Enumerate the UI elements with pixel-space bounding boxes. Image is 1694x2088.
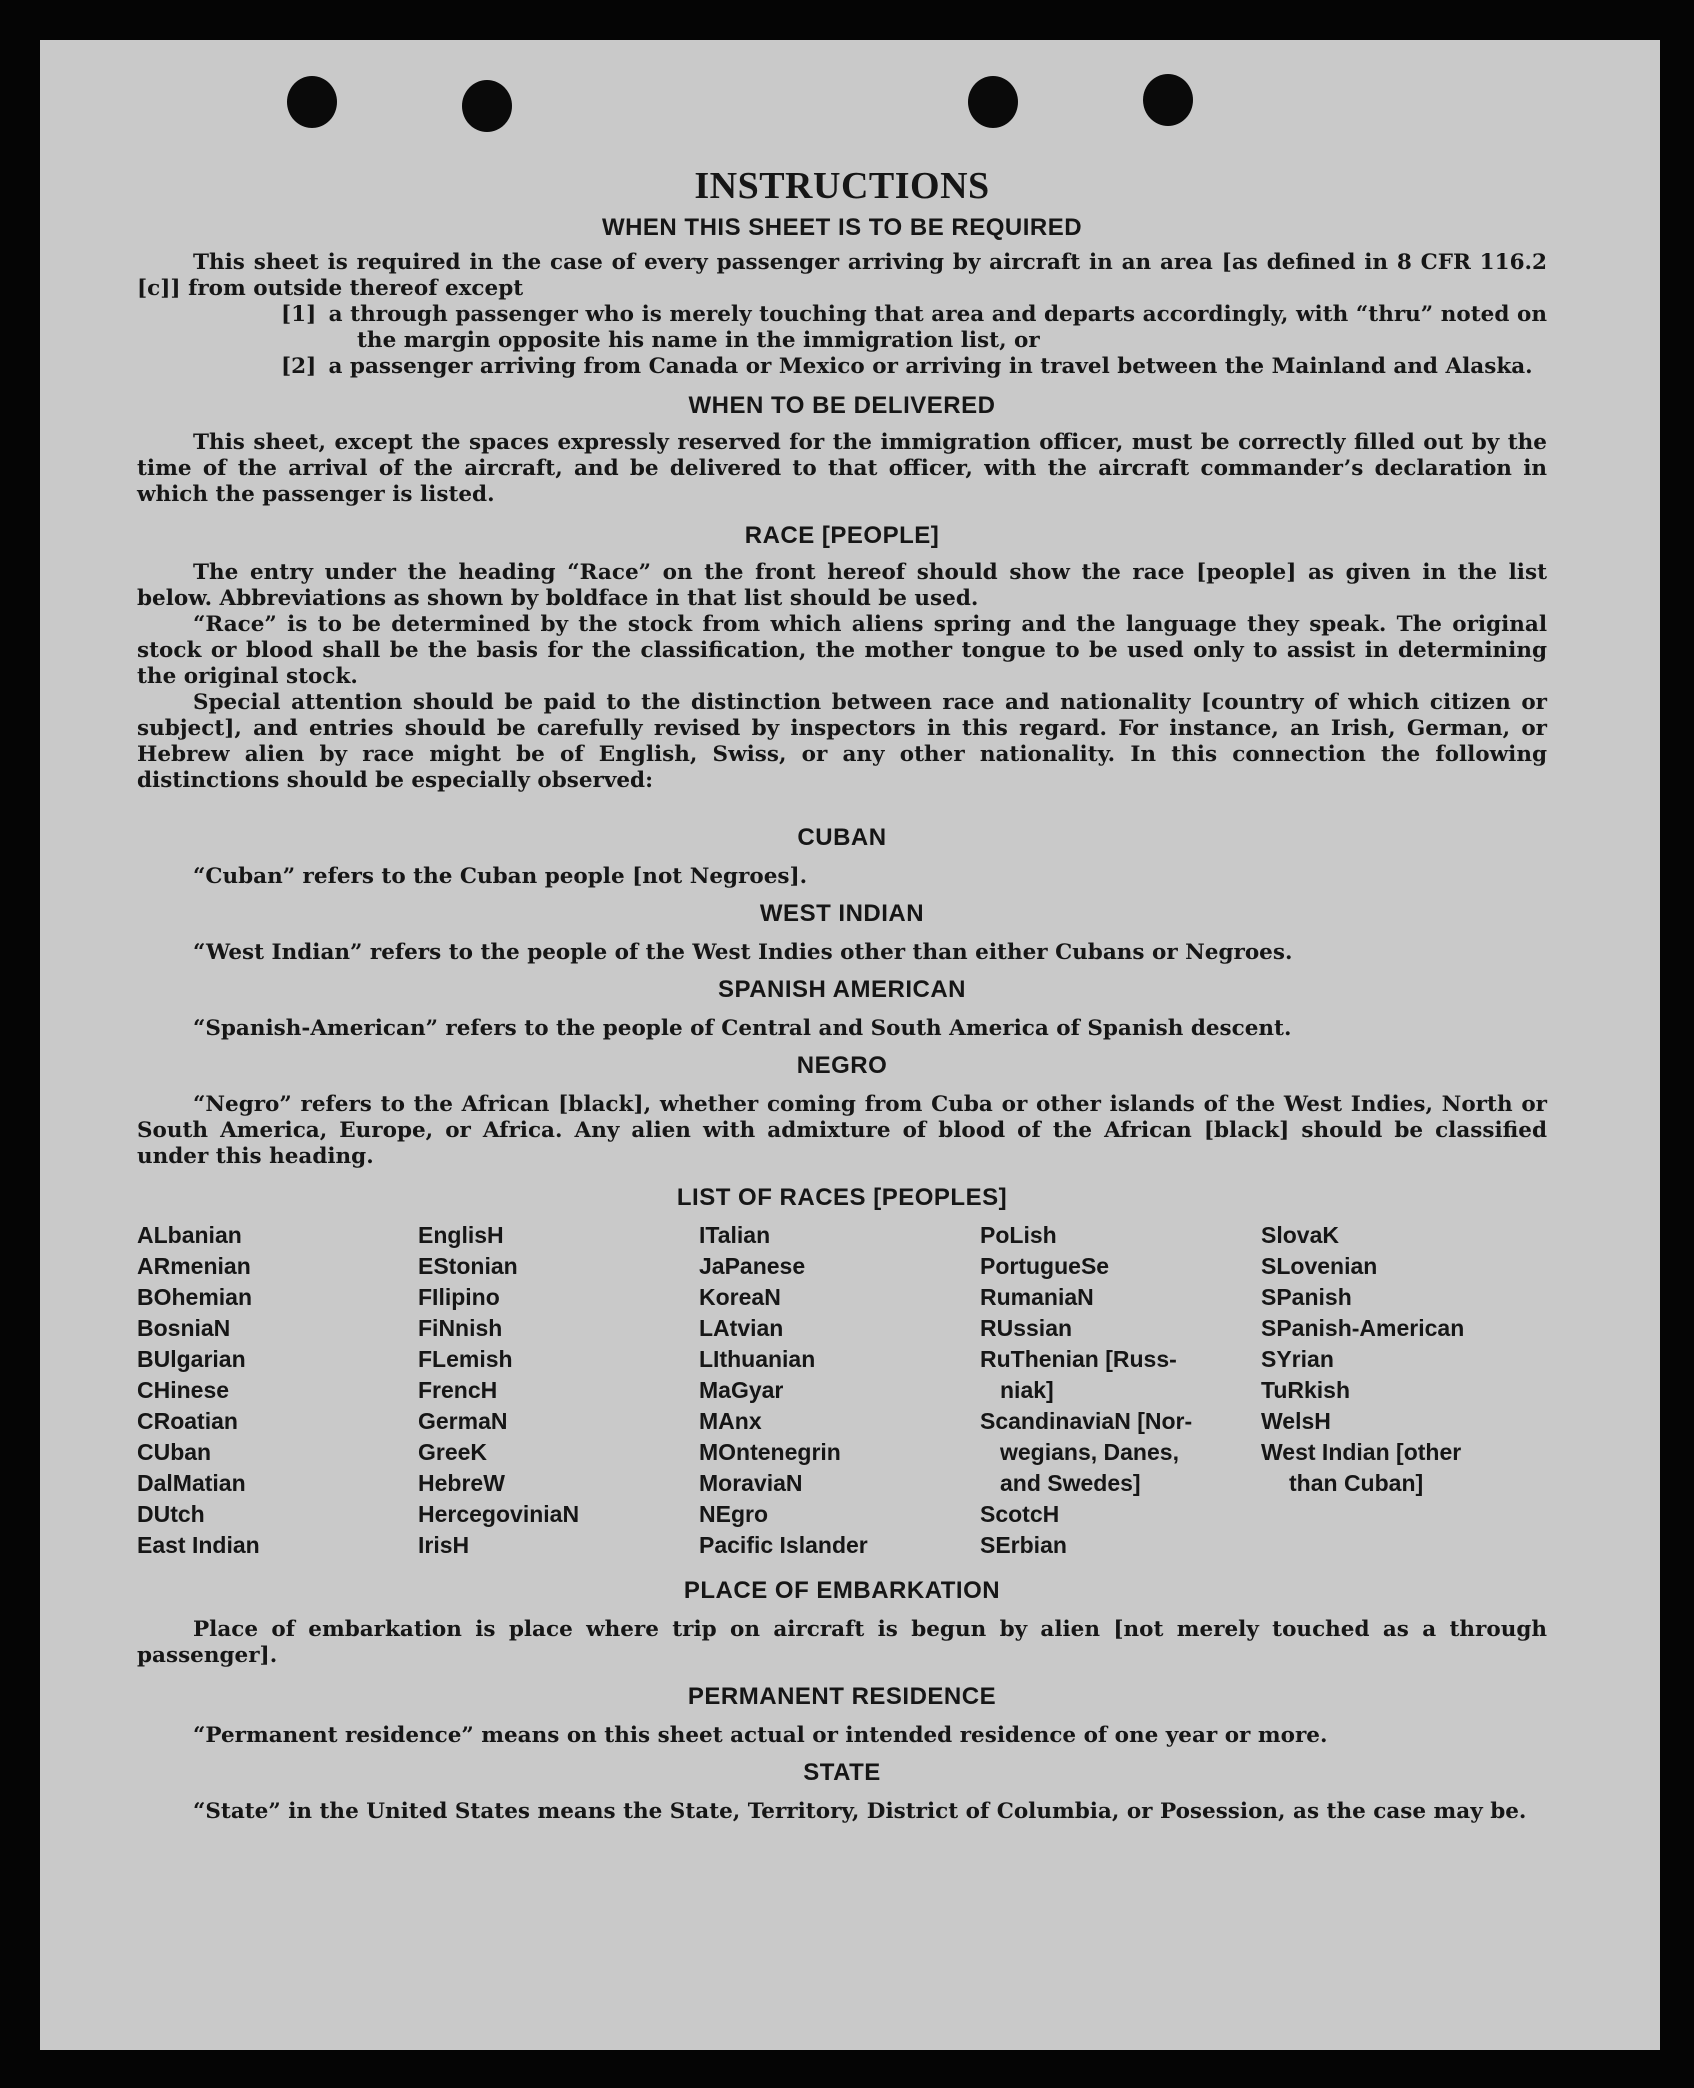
race-entry: EnglisH [418, 1222, 504, 1248]
heading-when-delivered: WHEN TO BE DELIVERED [688, 392, 996, 419]
race-entry: FLemish [418, 1346, 513, 1372]
race-entry: MaGyar [699, 1377, 784, 1403]
race-entry: WelsH [1261, 1408, 1331, 1434]
races-column-4 [980, 1220, 1261, 1561]
when-required-intro: This sheet is required in the case of every passenger arriving by aircraft in an area [as defined in 8 CFR 116.2 [c]] from outside thereof except [137, 250, 1547, 301]
race-entry: DUtch [137, 1501, 205, 1527]
race-entry: KoreaN [699, 1284, 781, 1310]
heading-list-of-races: LIST OF RACES [PEOPLES] [676, 1184, 1008, 1211]
race-entry: EStonian [418, 1253, 518, 1279]
race-entry: ScotcH [980, 1501, 1060, 1527]
race-entry: TuRkish [1261, 1377, 1351, 1403]
race-entry: ARmenian [137, 1253, 251, 1279]
race-entry: GermaN [418, 1408, 508, 1434]
race-entry: SPanish [1261, 1284, 1352, 1310]
permanent-residence-text: “Permanent residence” means on this sheet actual or intended residence of one year or more. [193, 1723, 1328, 1748]
race-entry: and Swedes] [1000, 1470, 1141, 1496]
heading-state: STATE [803, 1759, 881, 1786]
race-entry: FIlipino [418, 1284, 500, 1310]
item-text: a passenger arriving from Canada or Mexico or arriving in travel between the Mainland and Alaska. [328, 354, 1533, 379]
spanish-american-text: “Spanish-American” refers to the people of Central and South America of Spanish descent. [193, 1016, 1292, 1041]
races-column-5 [1261, 1220, 1542, 1561]
race-entry: MoraviaN [699, 1470, 803, 1496]
race-entry: niak] [1000, 1377, 1054, 1403]
race-entry: DalMatian [137, 1470, 246, 1496]
page-title: INSTRUCTIONS [694, 165, 990, 207]
punch-hole [462, 80, 512, 132]
races-column-3 [699, 1220, 980, 1561]
race-entry: BosniaN [137, 1315, 231, 1341]
race-entry: RUssian [980, 1315, 1073, 1341]
race-entry: BOhemian [137, 1284, 253, 1310]
heading-permanent-residence: PERMANENT RESIDENCE [687, 1683, 997, 1710]
race-entry: Pacific Islander [699, 1532, 868, 1558]
race-paragraph-1: The entry under the heading “Race” on the front hereof should show the race [people] as given in the list below. Abbreviations as shown by boldface in that list should be used. [137, 560, 1547, 611]
race-entry: NEgro [699, 1501, 768, 1527]
race-entry: CUban [137, 1439, 212, 1465]
race-entry: RuThenian [Russ- [980, 1346, 1177, 1372]
heading-embarkation: PLACE OF EMBARKATION [683, 1577, 1001, 1604]
race-entry: SLovenian [1261, 1253, 1378, 1279]
instructions-content [137, 160, 1547, 1825]
heading-when-required: WHEN THIS SHEET IS TO BE REQUIRED [601, 214, 1083, 241]
race-entry: HercegoviniaN [418, 1501, 580, 1527]
punch-hole [968, 76, 1018, 128]
race-paragraph-2: “Race” is to be determined by the stock from which aliens spring and the language they speak. The original stock or blood shall be the basis for the classification, the mother tongue to be used only to assist in determining the original stock. [137, 612, 1547, 689]
race-entry: GreeK [418, 1439, 488, 1465]
west-indian-text: “West Indian” refers to the people of the West Indies other than either Cubans or Negroes. [193, 940, 1293, 965]
heading-west-indian: WEST INDIAN [759, 900, 925, 927]
race-entry: MAnx [699, 1408, 762, 1434]
document-page [40, 40, 1660, 2050]
when-required-item-1 [137, 302, 1547, 354]
race-entry: ITalian [699, 1222, 771, 1248]
item-number: [2] [281, 354, 317, 379]
race-entry: West Indian [other [1261, 1439, 1462, 1465]
race-entry: ALbanian [137, 1222, 242, 1248]
punch-hole [287, 76, 337, 128]
race-entry: IrisH [418, 1532, 470, 1558]
races-column-2 [418, 1220, 699, 1561]
item-number: [1] [281, 302, 317, 327]
race-entry: wegians, Danes, [1000, 1439, 1179, 1465]
race-entry: than Cuban] [1289, 1470, 1424, 1496]
negro-text: “Negro” refers to the African [black], whether coming from Cuba or other islands of the West Indies, North or South America, Europe, or Africa. Any alien with admixture of blood of the African [black] should be classified under this heading. [137, 1092, 1547, 1169]
race-entry: East Indian [137, 1532, 260, 1558]
heading-spanish-american: SPANISH AMERICAN [717, 976, 966, 1003]
heading-cuban: CUBAN [797, 824, 887, 851]
race-paragraph-3: Special attention should be paid to the distinction between race and nationality [country of which citizen or subject], and entries should be carefully revised by inspectors in this regard. For instance, an Irish, German, or Hebrew alien by race might be of English, Swiss, or any other nationality. In this connection the following distinctions should be especially observed: [137, 690, 1547, 793]
item-text: a through passenger who is merely touching that area and departs accordingly, with “thru” noted on the margin opposite his name in the immigration list, or [328, 302, 1547, 353]
heading-negro: NEGRO [796, 1052, 888, 1079]
state-text: “State” in the United States means the State, Territory, District of Columbia, or Posession, as the case may be. [193, 1799, 1527, 1824]
heading-race: RACE [PEOPLE] [744, 522, 940, 549]
cuban-text: “Cuban” refers to the Cuban people [not Negroes]. [193, 864, 808, 889]
punch-hole [1143, 74, 1193, 126]
race-entry: CRoatian [137, 1408, 238, 1434]
when-delivered-text: This sheet, except the spaces expressly reserved for the immigration officer, must be correctly filled out by the time of the arrival of the aircraft, and be delivered to that officer, with the aircraft commander’s declaration in which the passenger is listed. [137, 430, 1547, 507]
races-list [137, 1220, 1547, 1561]
race-entry: PortugueSe [980, 1253, 1110, 1279]
race-entry: LAtvian [699, 1315, 784, 1341]
race-entry: HebreW [418, 1470, 505, 1496]
race-entry: ScandinaviaN [Nor- [980, 1408, 1193, 1434]
race-entry: PoLish [980, 1222, 1057, 1248]
race-entry: JaPanese [699, 1253, 806, 1279]
race-entry: SYrian [1261, 1346, 1334, 1372]
race-entry: SlovaK [1261, 1222, 1339, 1248]
races-column-1 [137, 1220, 418, 1561]
race-entry: LIthuanian [699, 1346, 816, 1372]
embarkation-text: Place of embarkation is place where trip on aircraft is begun by alien [not merely touched as a through passenger]. [137, 1617, 1547, 1668]
race-entry: SPanish-American [1261, 1315, 1465, 1341]
race-entry: RumaniaN [980, 1284, 1094, 1310]
race-entry: MOntenegrin [699, 1439, 841, 1465]
race-entry: BUlgarian [137, 1346, 246, 1372]
race-entry: FiNnish [418, 1315, 503, 1341]
race-entry: SErbian [980, 1532, 1067, 1558]
when-required-item-2 [137, 354, 1547, 380]
race-entry: FrencH [418, 1377, 498, 1403]
race-entry: CHinese [137, 1377, 230, 1403]
